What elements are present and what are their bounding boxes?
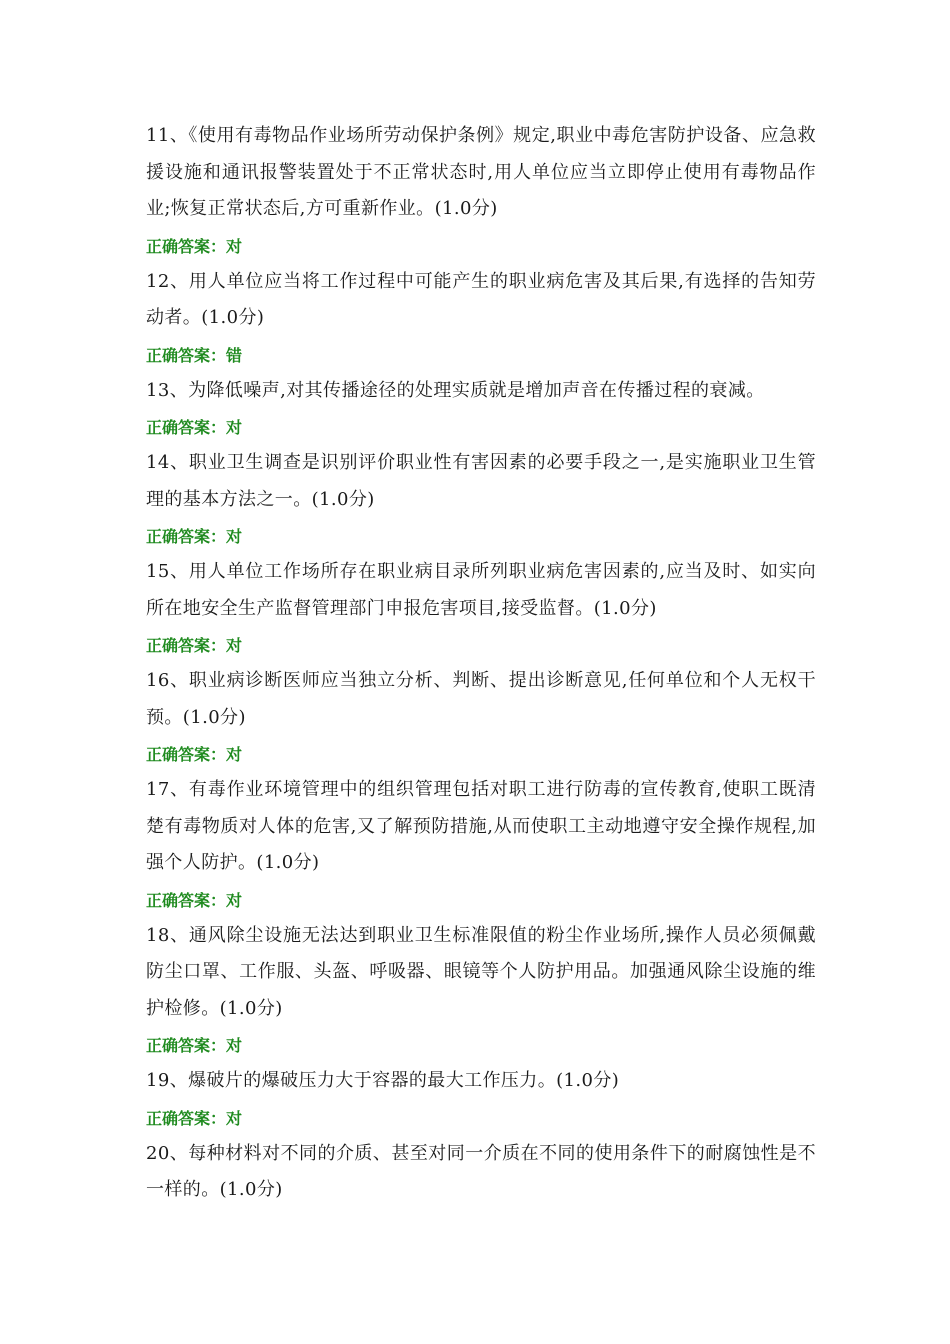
answer-label: 正确答案： [146, 1036, 227, 1055]
answer-13 [146, 409, 816, 445]
answer-value: 对 [226, 1036, 243, 1055]
answer-value: 对 [226, 636, 243, 655]
question-13: 13、为降低噪声,对其传播途径的处理实质就是增加声音在传播过程的衰减。 [146, 379, 765, 401]
answer-value: 错 [226, 345, 243, 365]
answer-value: 对 [226, 418, 243, 437]
question-17: 17、有毒作业环境管理中的组织管理包括对职工进行防毒的宣传教育,使职工既清楚有毒物质对人体的危害,又了解预防措施,从而使职工主动地遵守安全操作规程,加强个人防护。(1.0分) [146, 779, 816, 873]
answer-label: 正确答案： [146, 418, 227, 437]
question-15: 15、用人单位工作场所存在职业病目录所列职业病危害因素的,应当及时、如实向所在地安全生产监督管理部门申报危害项目,接受监督。(1.0分) [146, 561, 816, 619]
question-14: 14、职业卫生调查是识别评价职业性有害因素的必要手段之一,是实施职业卫生管理的基本方法之一。(1.0分) [146, 452, 816, 510]
answer-label: 正确答案： [146, 527, 227, 546]
question-18: 18、通风除尘设施无法达到职业卫生标准限值的粉尘作业场所,操作人员必须佩戴防尘口罩、工作服、头盔、呼吸器、眼镜等个人防护用品。加强通风除尘设施的维护检修。(1.0分) [146, 924, 816, 1019]
answer-label: 正确答案： [146, 745, 227, 764]
answer-14 [146, 518, 816, 554]
answer-label: 正确答案： [146, 236, 227, 256]
question-list [146, 118, 816, 1209]
answer-label: 正确答案： [146, 345, 227, 365]
answer-11 [146, 228, 816, 264]
question-19: 19、爆破片的爆破压力大于容器的最大工作压力。(1.0分) [146, 1070, 620, 1091]
answer-value: 对 [226, 236, 243, 256]
answer-value: 对 [226, 745, 243, 764]
answer-value: 对 [226, 890, 243, 910]
answer-value: 对 [226, 527, 243, 546]
answer-label: 正确答案： [146, 890, 227, 910]
question-12: 12、用人单位应当将工作过程中可能产生的职业病危害及其后果,有选择的告知劳动者。(1.0分) [146, 270, 816, 328]
question-16: 16、职业病诊断医师应当独立分析、判断、提出诊断意见,任何单位和个人无权干预。(1.0分) [146, 670, 816, 728]
answer-19 [146, 1100, 816, 1136]
answer-12 [146, 337, 816, 373]
answer-label: 正确答案： [146, 636, 227, 655]
answer-15 [146, 627, 816, 663]
answer-16 [146, 736, 816, 772]
question-20: 20、每种材料对不同的介质、甚至对同一介质在不同的使用条件下的耐腐蚀性是不一样的。(1.0分) [146, 1142, 816, 1200]
answer-value: 对 [226, 1108, 243, 1128]
answer-17 [146, 882, 816, 918]
answer-18 [146, 1027, 816, 1063]
question-11: 11、《使用有毒物品作业场所劳动保护条例》规定,职业中毒危害防护设备、应急救援设施和通讯报警装置处于不正常状态时,用人单位应当立即停止使用有毒物品作业;恢复正常状态后,方可重新作业。(1.0分) [146, 125, 816, 219]
answer-label: 正确答案： [146, 1108, 227, 1128]
